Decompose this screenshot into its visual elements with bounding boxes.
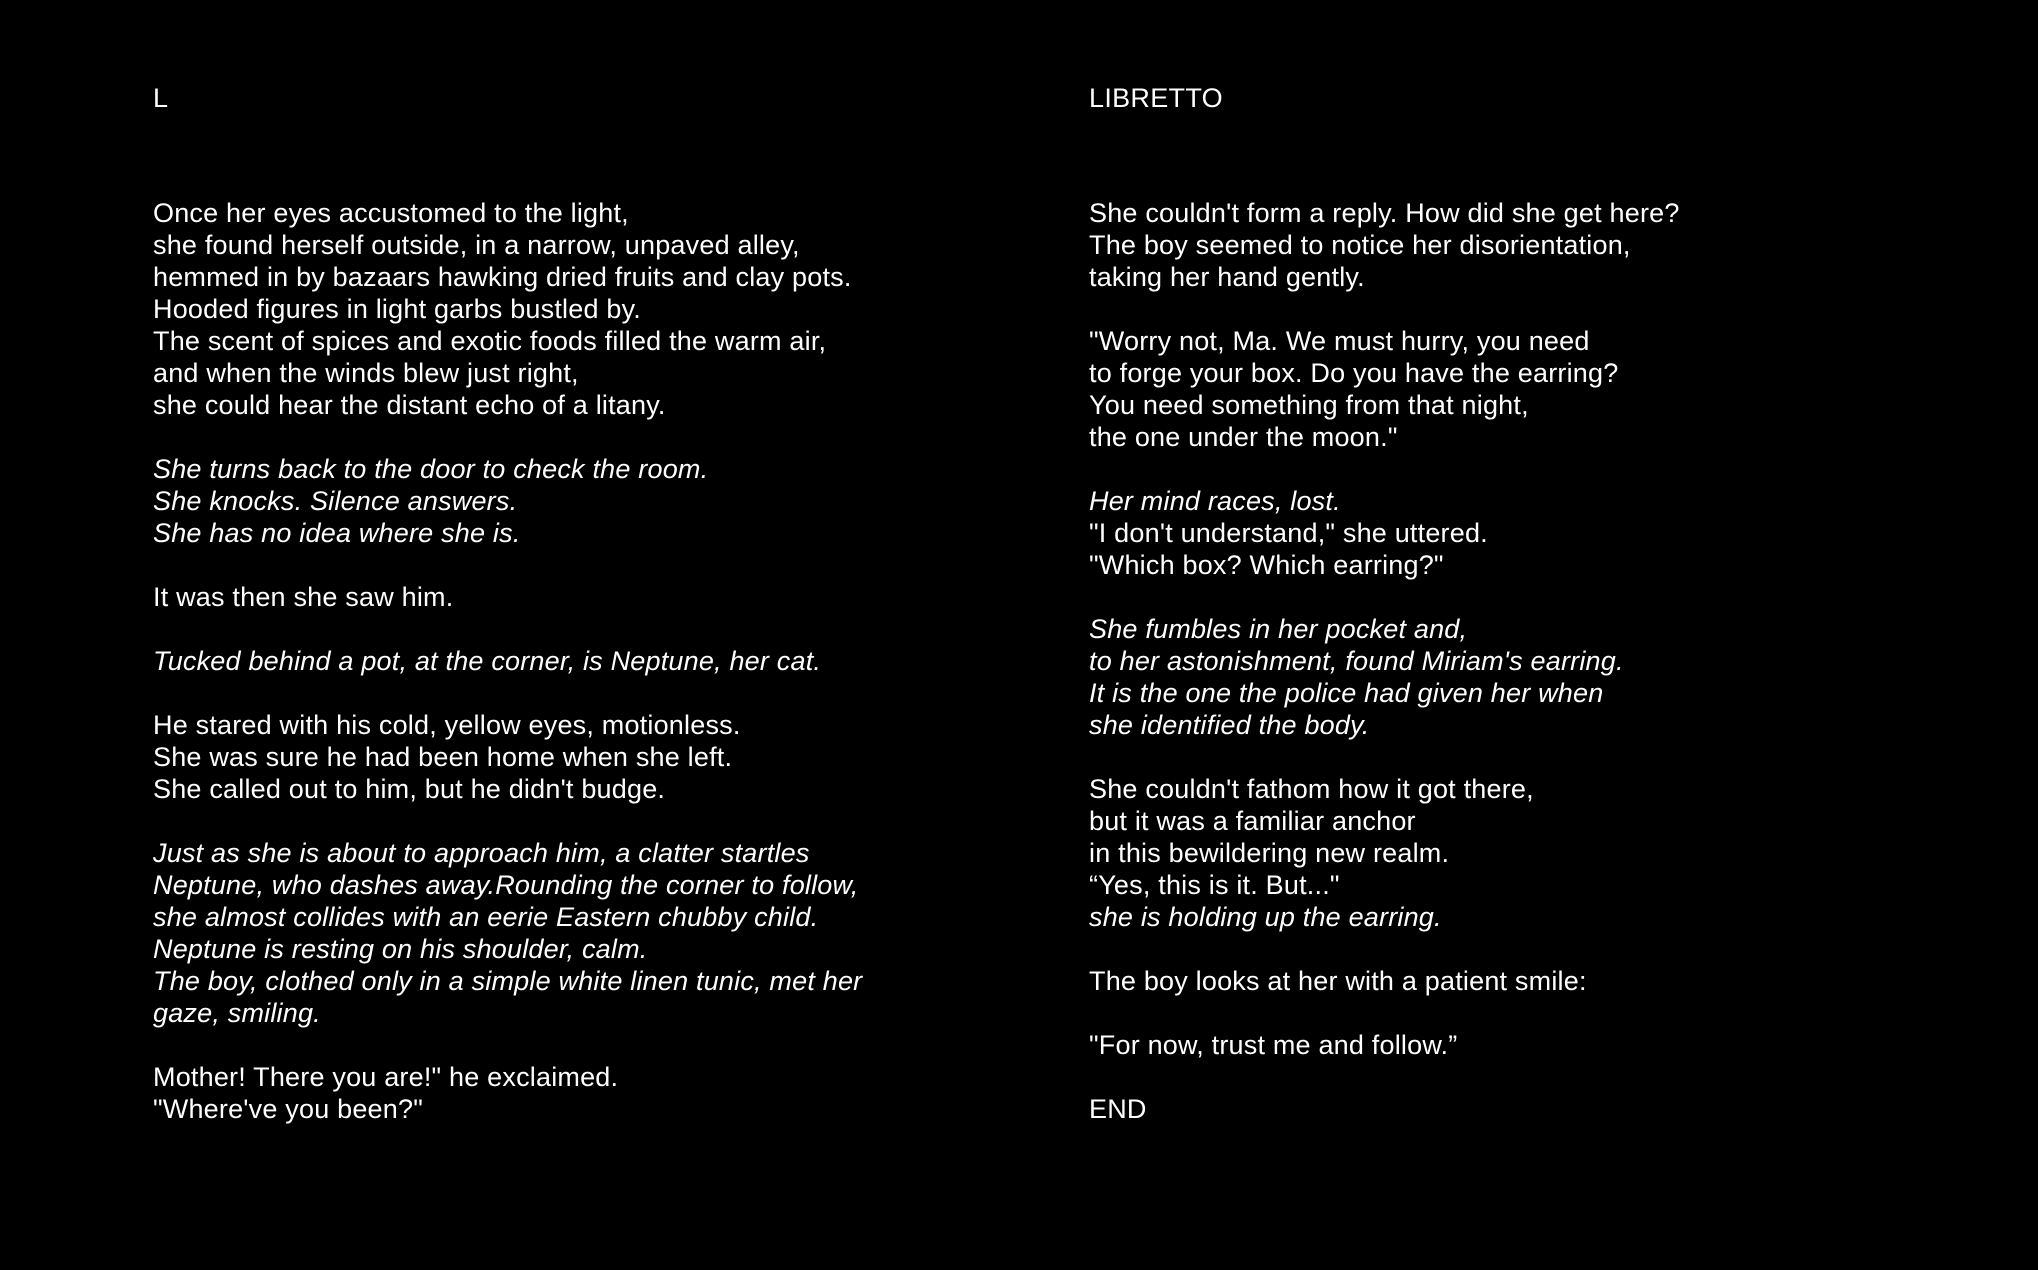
text-line: she could hear the distant echo of a litany. (153, 390, 666, 420)
text-line: She couldn't form a reply. How did she get here? (1089, 198, 1680, 228)
stanza (1089, 325, 1989, 453)
text-line: The boy looks at her with a patient smile: (1089, 966, 1587, 996)
text-line: Hooded figures in light garbs bustled by. (153, 294, 641, 324)
stage-direction-line: Tucked behind a pot, at the corner, is Neptune, her cat. (153, 646, 822, 676)
text-line: Once her eyes accustomed to the light, (153, 198, 629, 228)
text-line: She couldn't fathom how it got there, (1089, 774, 1534, 804)
stanza (153, 581, 1053, 613)
text-line: The scent of spices and exotic foods filled the warm air, (153, 326, 827, 356)
stage-direction-line: It is the one the police had given her when (1089, 678, 1604, 708)
stanza (153, 645, 1053, 677)
text-line: "Worry not, Ma. We must hurry, you need (1089, 326, 1590, 356)
stage-direction-line: Just as she is about to approach him, a clatter startles (153, 838, 810, 868)
stage-direction-line: She turns back to the door to check the room. (153, 454, 709, 484)
text-line: "Which box? Which earring?" (1089, 550, 1444, 580)
stanza (153, 837, 1053, 1029)
text-line: "I don't understand," she uttered. (1089, 518, 1488, 548)
text-line: but it was a familiar anchor (1089, 806, 1416, 836)
stanza (153, 453, 1053, 549)
stage-direction-line: Neptune, who dashes away.Rounding the corner to follow, (153, 870, 859, 900)
stage-direction-line: She knocks. Silence answers. (153, 486, 518, 516)
stanza (1089, 773, 1989, 933)
text-line: hemmed in by bazaars hawking dried fruits and clay pots. (153, 262, 852, 292)
right-page-body (1089, 197, 1989, 1157)
text-line: and when the winds blew just right, (153, 358, 579, 388)
stanza (1089, 613, 1989, 741)
right-page-header: LIBRETTO (1089, 83, 1223, 113)
stage-direction-line: she is holding up the earring. (1089, 902, 1442, 932)
text-line: in this bewildering new realm. (1089, 838, 1450, 868)
text-line: She was sure he had been home when she left. (153, 742, 733, 772)
text-line: He stared with his cold, yellow eyes, motionless. (153, 710, 741, 740)
left-page-header: L (153, 83, 169, 113)
text-line: The boy seemed to notice her disorientation, (1089, 230, 1631, 260)
text-line: to forge your box. Do you have the earring? (1089, 358, 1619, 388)
left-page-body (153, 197, 1053, 1157)
stanza (1089, 485, 1989, 581)
stanza (153, 1061, 1053, 1125)
stage-direction-line: she identified the body. (1089, 710, 1370, 740)
text-line: taking her hand gently. (1089, 262, 1365, 292)
text-line: “Yes, this is it. But..." (1089, 870, 1340, 900)
stanza (1089, 965, 1989, 997)
stage-direction-line: Neptune is resting on his shoulder, calm. (153, 934, 648, 964)
text-line: Mother! There you are!" he exclaimed. (153, 1062, 619, 1092)
stage-direction-line: to her astonishment, found Miriam's earring. (1089, 646, 1624, 676)
text-line: she found herself outside, in a narrow, unpaved alley, (153, 230, 800, 260)
stanza (1089, 197, 1989, 293)
stanza (1089, 1093, 1989, 1125)
stage-direction-line: Her mind races, lost. (1089, 486, 1341, 516)
stanza (153, 709, 1053, 805)
text-line: END (1089, 1094, 1147, 1124)
stage-direction-line: She has no idea where she is. (153, 518, 521, 548)
text-line: You need something from that night, (1089, 390, 1529, 420)
stanza (153, 197, 1053, 421)
text-line: "Where've you been?" (153, 1094, 423, 1124)
stage-direction-line: gaze, smiling. (153, 998, 321, 1028)
text-line: She called out to him, but he didn't budge. (153, 774, 666, 804)
text-line: "For now, trust me and follow.” (1089, 1030, 1458, 1060)
text-line: It was then she saw him. (153, 582, 454, 612)
text-line: the one under the moon." (1089, 422, 1398, 452)
stage-direction-line: she almost collides with an eerie Eastern chubby child. (153, 902, 819, 932)
stage-direction-line: She fumbles in her pocket and, (1089, 614, 1468, 644)
stage-direction-line: The boy, clothed only in a simple white linen tunic, met her (153, 966, 863, 996)
stanza (1089, 1029, 1989, 1061)
